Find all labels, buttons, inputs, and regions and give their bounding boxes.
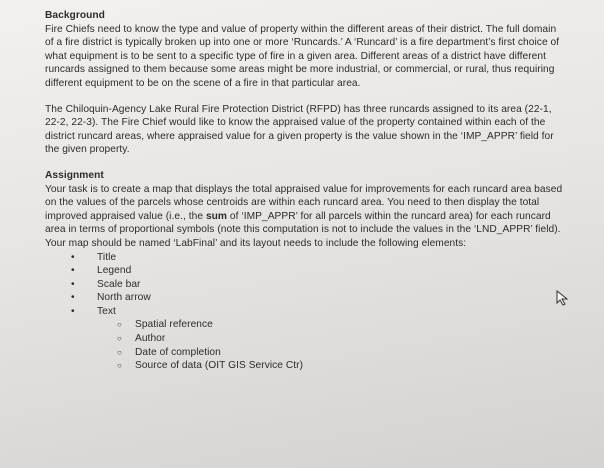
background-heading: Background <box>45 10 105 21</box>
sublist-item-source: ○ Source of data (OIT GIS Service Ctr) <box>45 359 565 373</box>
list-item-title: • Title <box>45 251 565 265</box>
background-paragraph-2: The Chiloquin-Agency Lake Rural Fire Protection District (RFPD) has three runcards assigned to its area (22-1, 22-2, 22-3). The Fire Chief would like to know the appraised value of the property contained within each of the district runcard areas, where appraised value for a given property is the value shown in the ‘IMP_APPR’ field for the given property. <box>45 103 554 156</box>
sum-emphasis: sum <box>205 210 228 222</box>
document-text <box>45 9 565 373</box>
background-paragraph-1: Fire Chiefs need to know the type and value of property within the different areas of their district. The full domain of a fire district is typically broken up into one or more ‘Runcards.’ A ‘Runcard’ is a fire department’s first choice of what equipment is to be sent to a specific type of fire in a given area. Different areas of a district have different runcards assigned to them because some areas might be more industrial, or commercial, or rural, thus requiring different equipment to be on the scene of a fire in that particular area. <box>45 23 560 89</box>
sublist-item-spatial-reference: ○ Spatial reference <box>45 318 565 332</box>
list-item-north-arrow: • North arrow <box>45 291 565 305</box>
list-item-text: • Text <box>45 305 565 319</box>
assignment-paragraph <box>45 183 565 251</box>
assignment-text-2: of ‘IMP_APPR’ for all parcels within the runcard area) for each runcard area in terms of proportional symbols (note this computation is not to include the values in the ‘LND_APPR’ field). Your map should be named ‘LabFinal’ and its layout needs to include the following elements: <box>45 210 561 249</box>
sublist-item-author: ○ Author <box>45 332 565 346</box>
list-item-scale-bar: • Scale bar <box>45 278 565 292</box>
arrow-cursor-icon <box>556 290 570 306</box>
element-list <box>45 251 565 319</box>
assignment-heading: Assignment <box>45 169 104 181</box>
assignment-text-1: Your task is to create a map that displays the total appraised value for improvements for each runcard area based on the values of the parcels whose centroids are within each runcard area. You need to then display the total improved appraised value (i.e., the <box>45 183 563 222</box>
sublist-item-date: ○ Date of completion <box>45 346 565 360</box>
list-item-legend: • Legend <box>45 264 565 278</box>
text-sublist <box>45 318 565 372</box>
